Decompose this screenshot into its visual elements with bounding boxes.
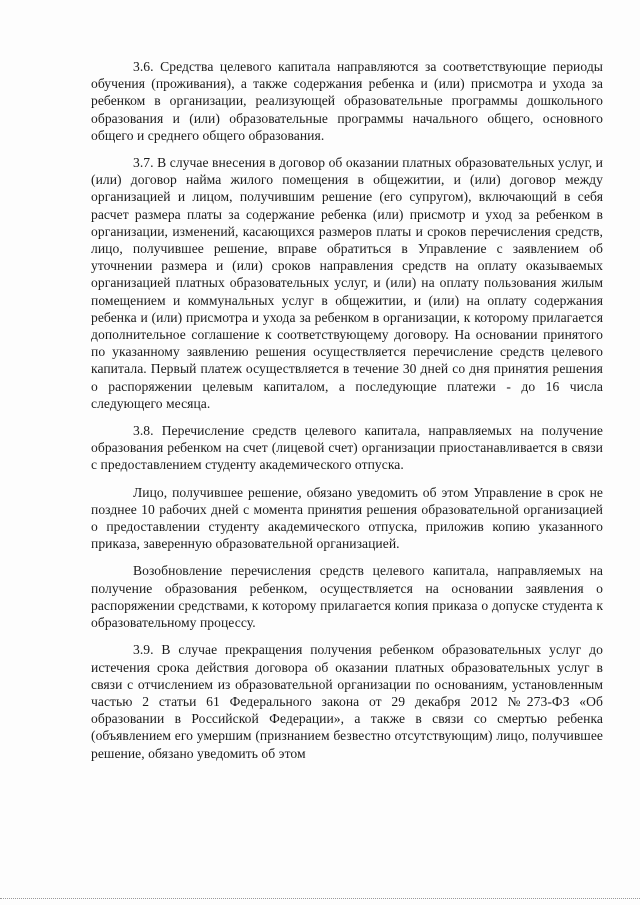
paragraph-3-7: 3.7. В случае внесения в договор об оказании платных образовательных услуг, и (или) договор найма жилого помещения в общежитии, и (или) договор между организацией и лицом, получившим решение (его супругом), включающий в себя расчет размера платы за содержание ребенка (или) присмотр и уход за ребенком в организации, изменений, касающихся размеров платы и сроков перечисления средств, лицо, получившее решение, вправе обратиться в Управление с заявлением об уточнении размера и (или) сроков направления средств на оплату оказываемых организацией платных образовательных услуг, и (или) на оплату пользования жилым помещением и коммунальных услуг в общежитии, и (или) на оплату содержания ребенка и (или) присмотра и ухода за ребенком в организации, к которому прилагается дополнительное соглашение к соответствующему договору. На основании принятого по указанному заявлению решения осуществляется перечисление средств целевого капитала. Первый платеж осуществляется в течение 30 дней со дня принятия решения о распоряжении целевым капиталом, а последующие платежи - до 16 числа следующего месяца. — [91, 155, 603, 411]
paragraph-academic-leave-notice: Лицо, получившее решение, обязано уведомить об этом Управление в срок не позднее 10 рабочих дней с момента принятия решения образовательной организацией о предоставлении студенту академического отпуска, приложив копию указанного приказа, заверенную образовательной организацией. — [91, 484, 603, 552]
paragraph-3-8: 3.8. Перечисление средств целевого капитала, направляемых на получение образования ребенком на счет (лицевой счет) организации приостанавливается в связи с предоставлением студенту академического отпуска. — [91, 423, 603, 473]
paragraph-3-6: 3.6. Средства целевого капитала направляются за соответствующие периоды обучения (проживания), а также содержания ребенка и (или) присмотра и ухода за ребенком в организации, реализующей образовательные программы дошкольного образования и (или) образовательные программы начального общего, основного общего и среднего общего образования. — [91, 59, 603, 143]
page-bottom-edge — [0, 898, 640, 899]
document-body — [91, 58, 603, 772]
paragraph-resumption: Возобновление перечисления средств целевого капитала, направляемых на получение образования ребенком, осуществляется на основании заявления о распоряжении средствами, к которому прилагается копия приказа о допуске студента к образовательному процессу. — [91, 563, 603, 631]
paragraph-3-9: 3.9. В случае прекращения получения ребенком образовательных услуг до истечения срока действия договора об оказании платных образовательных услуг в связи с отчислением из образовательной организации по основаниям, установленным частью 2 статьи 61 Федерального закона от 29 декабря 2012 №273-ФЗ «Об образовании в Российской Федерации», а также в связи со смертью ребенка (объявлением его умершим (признанием безвестно отсутствующим) лицо, получившее решение, обязано уведомить об этом — [91, 642, 603, 761]
